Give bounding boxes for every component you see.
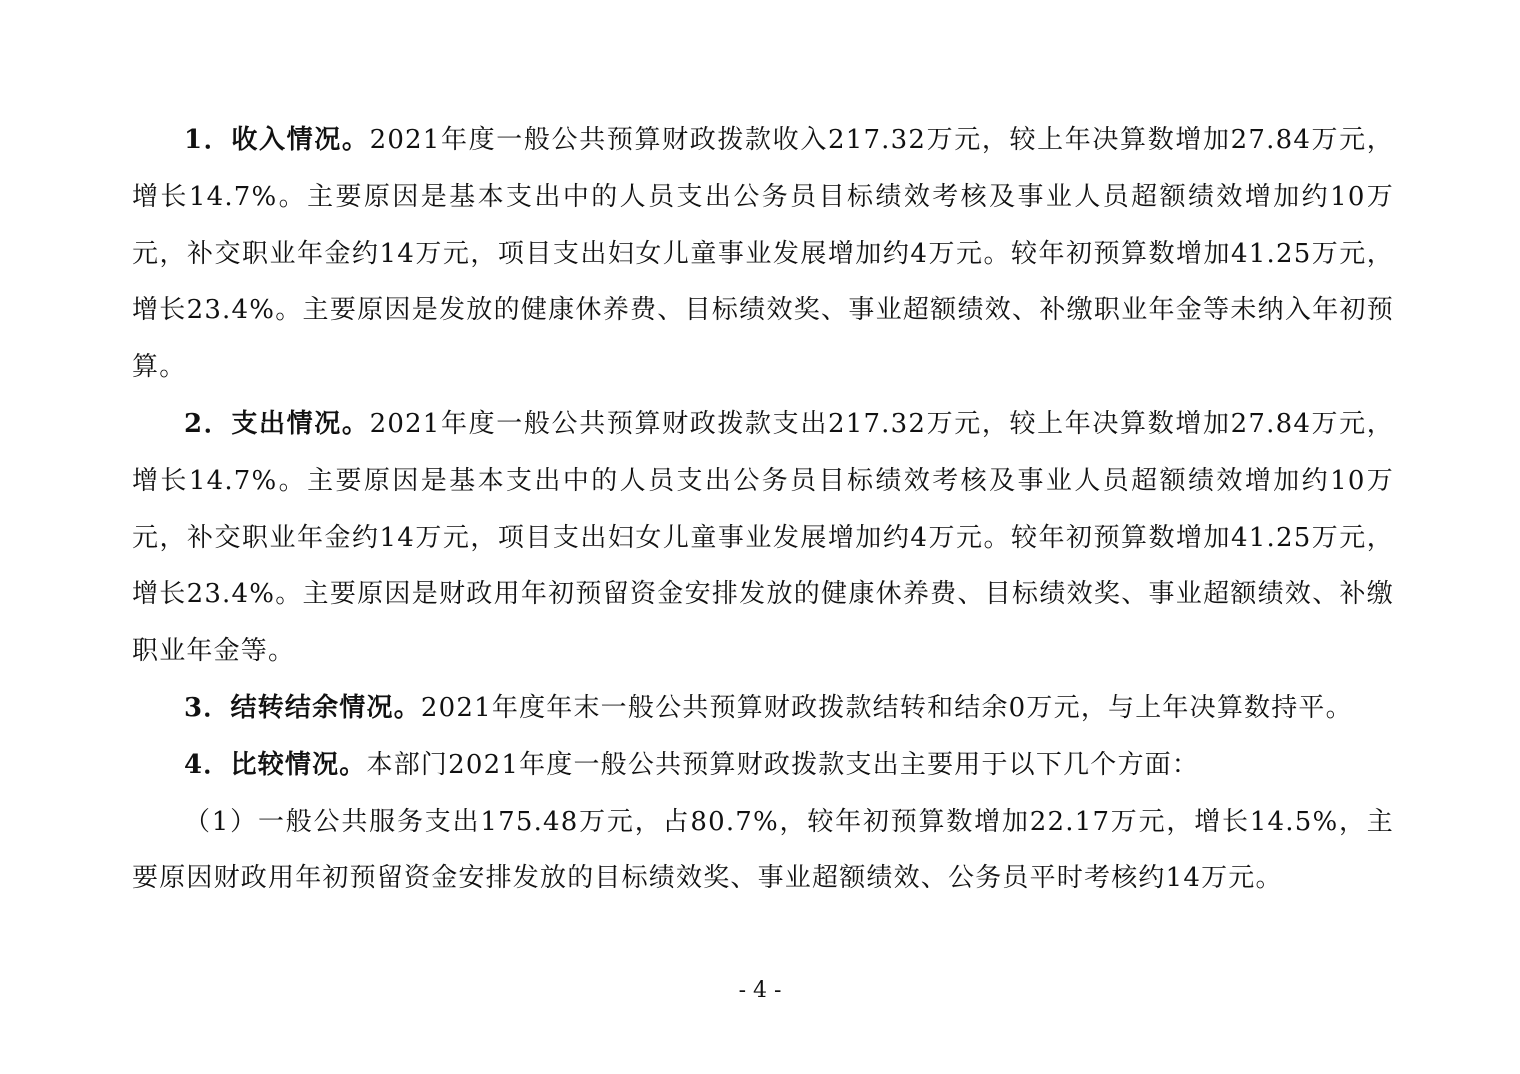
text-income: 2021年度一般公共预算财政拨款收入217.32万元，较上年决算数增加27.84万元，增长14.7%。主要原因是基本支出中的人员支出公务员目标绩效考核及事业人员超额绩效增加约10万元，补交职业年金约14万元，项目支出妇女儿童事业发展增加约4万元。较年初预算数增加41.25万元，增长23.4%。主要原因是发放的健康休养费、目标绩效奖、事业超额绩效、补缴职业年金等未纳入年初预算。 (132, 125, 1394, 383)
paragraph-income (132, 112, 1394, 396)
text-comparison: 本部门2021年度一般公共预算财政拨款支出主要用于以下几个方面： (366, 749, 1200, 780)
paragraph-general-public-services (132, 794, 1394, 908)
document-body (132, 112, 1394, 907)
text-general-public-services: （1）一般公共服务支出175.48万元，占80.7%，较年初预算数增加22.17万元，增长14.5%，主要原因财政用年初预留资金安排发放的目标绩效奖、事业超额绩效、公务员平时考核约14万元。 (132, 806, 1394, 894)
paragraph-comparison (132, 737, 1394, 794)
heading-carryover: 3．结转结余情况。 (184, 692, 421, 723)
text-expenditure: 2021年度一般公共预算财政拨款支出217.32万元，较上年决算数增加27.84万元，增长14.7%。主要原因是基本支出中的人员支出公务员目标绩效考核及事业人员超额绩效增加约10万元，补交职业年金约14万元，项目支出妇女儿童事业发展增加约4万元。较年初预算数增加41.25万元，增长23.4%。主要原因是财政用年初预留资金安排发放的健康休养费、目标绩效奖、事业超额绩效、补缴职业年金等。 (132, 408, 1394, 667)
text-carryover: 2021年度年末一般公共预算财政拨款结转和结余0万元，与上年决算数持平。 (420, 692, 1353, 723)
paragraph-expenditure (132, 396, 1394, 680)
paragraph-carryover (132, 680, 1394, 737)
page-number: - 4 - (738, 978, 782, 1003)
heading-comparison: 4．比较情况。 (184, 749, 367, 780)
heading-expenditure: 2．支出情况。 (184, 408, 370, 439)
heading-income: 1．收入情况。 (184, 125, 370, 155)
